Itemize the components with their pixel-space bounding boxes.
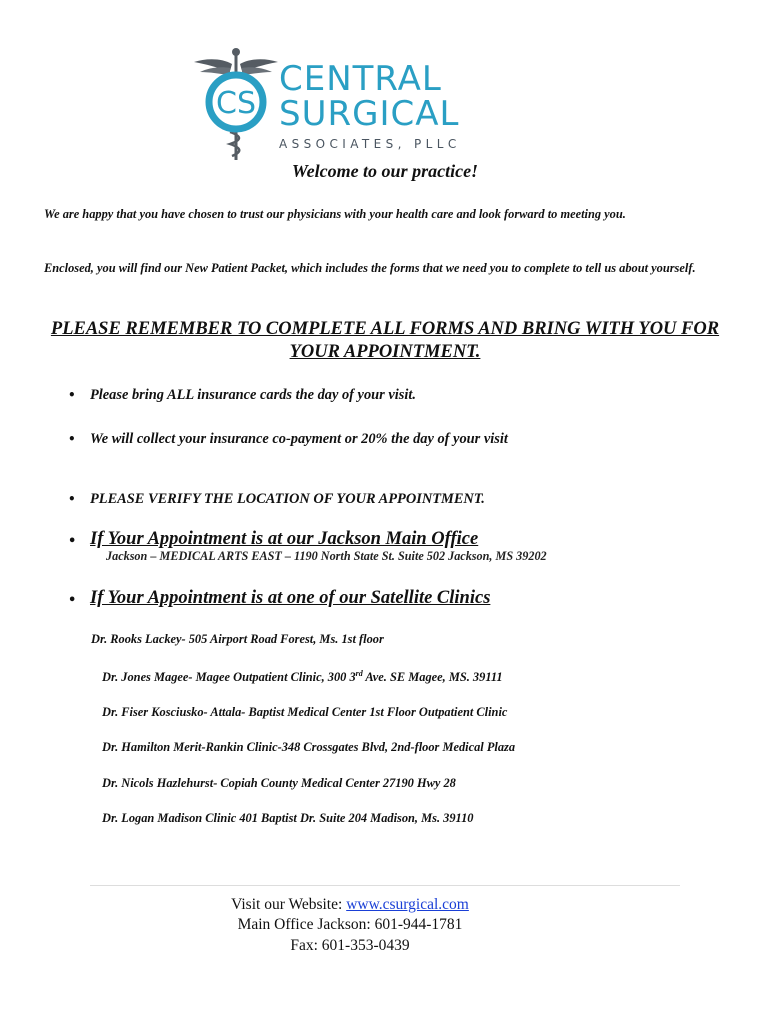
- clinic-fiser-kosciusko: Dr. Fiser Kosciusko- Attala- Baptist Medical Center 1st Floor Outpatient Clinic: [102, 705, 508, 719]
- bullet-insurance-cards: [68, 385, 588, 405]
- clinic-jones-magee: [102, 669, 503, 685]
- practice-logo: [192, 44, 482, 164]
- bullet-copayment: [68, 429, 588, 449]
- bullet-text: PLEASE VERIFY THE LOCATION OF YOUR APPOINTMENT.: [90, 491, 485, 507]
- bullet-jackson-office: [68, 528, 668, 550]
- clinic-rooks-lackey: Dr. Rooks Lackey- 505 Airport Road Forest, Ms. 1st floor: [91, 632, 384, 646]
- intro-paragraph-1: We are happy that you have chosen to trust our physicians with your health care and look forward to meeting you.: [44, 207, 626, 221]
- logo-wordmark: [279, 59, 461, 151]
- footer-divider: [90, 885, 680, 886]
- bullet-text: If Your Appointment is at one of our Satellite Clinics: [90, 588, 491, 608]
- caduceus-icon: [192, 44, 282, 164]
- logo-line-surgical: SURGICAL: [279, 94, 460, 134]
- bullet-icon: •: [68, 388, 76, 402]
- footer-fax: Fax: 601-353-0439: [290, 937, 410, 954]
- bullet-icon: •: [68, 492, 76, 506]
- website-link[interactable]: www.csurgical.com: [346, 896, 469, 913]
- bullet-text: Please bring ALL insurance cards the day of your visit.: [90, 387, 416, 403]
- jackson-office-address: Jackson – MEDICAL ARTS EAST – 1190 North State St. Suite 502 Jackson, MS 39202: [106, 549, 547, 563]
- bullet-icon: •: [68, 534, 77, 549]
- logo-line-central: CENTRAL: [279, 59, 442, 99]
- bullet-verify-location: [68, 489, 588, 509]
- logo-line-associates: ASSOCIATES, PLLC: [279, 137, 461, 151]
- bullet-satellite-clinics: [68, 587, 668, 609]
- clinic-hamilton-merit: Dr. Hamilton Merit-Rankin Clinic-348 Crossgates Blvd, 2nd-floor Medical Plaza: [102, 740, 516, 754]
- bullet-text: We will collect your insurance co-payment or 20% the day of your visit: [90, 431, 508, 447]
- clinic-text: Ave. SE Magee, MS. 39111: [362, 670, 503, 685]
- reminder-headline: PLEASE REMEMBER TO COMPLETE ALL FORMS AND BRING WITH YOU FOR YOUR APPOINTMENT.: [50, 319, 720, 362]
- clinic-text: Dr. Jones Magee- Magee Outpatient Clinic, 300 3: [102, 670, 356, 685]
- clinic-logan-madison: Dr. Logan Madison Clinic 401 Baptist Dr. Suite 204 Madison, Ms. 39110: [102, 811, 474, 825]
- intro-paragraph-2: Enclosed, you will find our New Patient Packet, which includes the forms that we need you to complete to tell us about yourself.: [44, 261, 696, 275]
- clinic-nicols-hazlehurst: Dr. Nicols Hazlehurst- Copiah County Medical Center 27190 Hwy 28: [102, 776, 456, 790]
- svg-text:CS: CS: [216, 86, 256, 121]
- footer-main-office-phone: Main Office Jackson: 601-944-1781: [237, 916, 463, 933]
- ordinal-suffix: rd: [355, 669, 363, 678]
- website-label: Visit our Website:: [231, 896, 347, 913]
- welcome-heading: Welcome to our practice!: [291, 161, 479, 181]
- bullet-icon: •: [68, 593, 77, 608]
- bullet-icon: •: [68, 432, 76, 446]
- bullet-text: If Your Appointment is at our Jackson Main Office: [90, 529, 479, 549]
- footer-website: [0, 895, 700, 915]
